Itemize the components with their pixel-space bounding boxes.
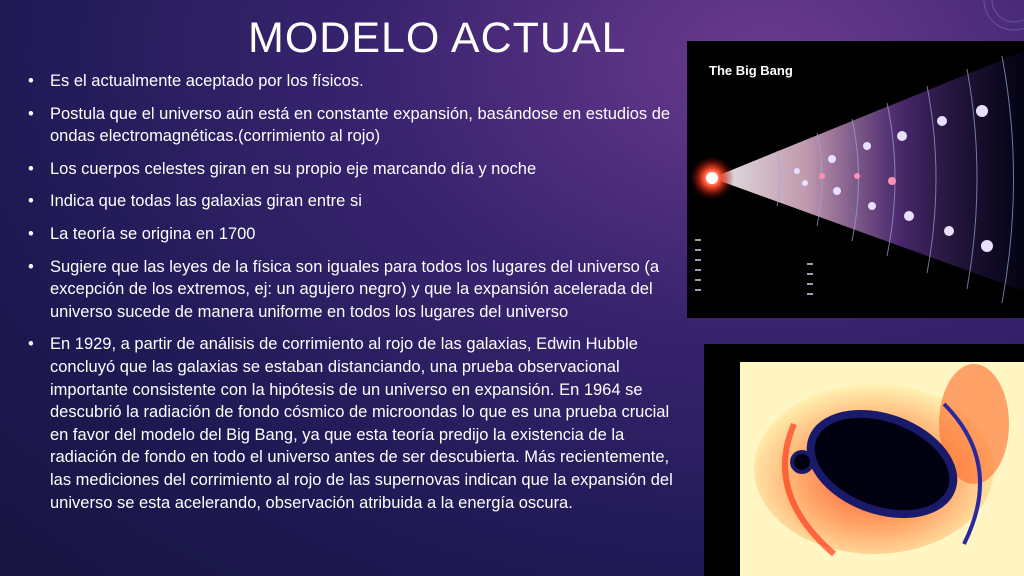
bullet-item: • La teoría se origina en 1700 bbox=[26, 223, 686, 246]
bullet-item: • En 1929, a partir de análisis de corrimiento al rojo de las galaxias, Edwin Hubble concluyó que las galaxias se estaban distanciando, una prueba observacional importante consistente con la hipótesis de un universo en expansión. En 1964 se descubrió la radiación de fondo cósmico de microondas lo que es una prueba crucial en favor del modelo del Big Bang, ya que esta teoría predijo la existencia de la radiación de fondo en todo el universo antes de ser descubierta. Más recientemente, las mediciones del corrimiento al rojo de las supernovas indican que la expansión del universo se esta acelerando, observación atribuida a la energía oscura. bbox=[26, 333, 686, 514]
bullet-item: • Sugiere que las leyes de la física son iguales para todos los lugares del universo (a excepción de los extremos, ej: un agujero negro) y que la expansión acelerada del universo sucede de manera uniforme en todos los lugares del universo bbox=[26, 256, 686, 324]
slide-title: MODELO ACTUAL bbox=[248, 14, 627, 62]
galaxy-illustration bbox=[704, 344, 1024, 576]
galaxy-image bbox=[704, 344, 1024, 576]
bullet-item: • Postula que el universo aún está en constante expansión, basándose en estudios de ondas electromagnéticas.(corrimiento al rojo) bbox=[26, 103, 686, 148]
big-bang-caption: The Big Bang bbox=[709, 63, 793, 78]
corner-decoration bbox=[894, 0, 1024, 40]
bullet-item: • Indica que todas las galaxias giran entre si bbox=[26, 190, 686, 213]
big-bang-image bbox=[687, 41, 1024, 318]
big-bang-illustration bbox=[687, 41, 1024, 318]
bullet-item: • Los cuerpos celestes giran en su propio eje marcando día y noche bbox=[26, 158, 686, 181]
bullet-list bbox=[26, 70, 686, 524]
bullet-item: • Es el actualmente aceptado por los físicos. bbox=[26, 70, 686, 93]
